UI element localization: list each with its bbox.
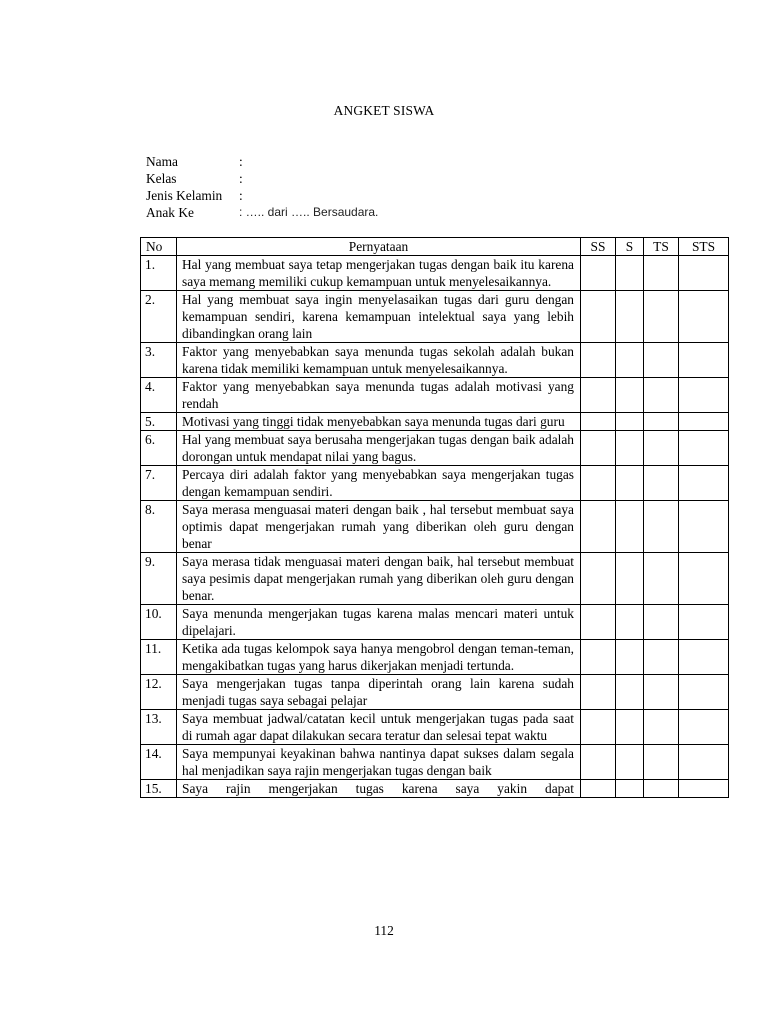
table-row: [141, 431, 729, 466]
header-ts: TS: [644, 238, 679, 256]
table-row: [141, 378, 729, 413]
row-statement: Saya merasa menguasai materi dengan baik , hal tersebut membuat saya optimis dapat mengerjakan rumah yang diberikan oleh guru dengan benar: [177, 501, 581, 553]
answer-cell-ts[interactable]: [644, 710, 679, 745]
row-statement: Hal yang membuat saya ingin menyelasaikan tugas dari guru dengan kemampuan sendiri, karena kemampuan intelektual saya yang lebih dibandingkan orang lain: [177, 291, 581, 343]
row-statement: Percaya diri adalah faktor yang menyebabkan saya mengerjakan tugas dengan kemampuan sendiri.: [177, 466, 581, 501]
row-number: 1.: [141, 256, 177, 291]
page-title: ANGKET SISWA: [333, 103, 435, 118]
answer-cell-sts[interactable]: [679, 780, 729, 798]
answer-cell-ts[interactable]: [644, 605, 679, 640]
questionnaire-table: [140, 237, 729, 798]
row-number: 7.: [141, 466, 177, 501]
answer-cell-ts[interactable]: [644, 745, 679, 780]
row-statement: Hal yang membuat saya tetap mengerjakan tugas dengan baik itu karena saya memang memiliki cukup kemampuan untuk menyelesaikannya.: [177, 256, 581, 291]
table-row: [141, 256, 729, 291]
table-row: [141, 466, 729, 501]
identity-child-order-row: [146, 204, 378, 221]
answer-cell-ss[interactable]: [581, 343, 616, 378]
answer-cell-s[interactable]: [616, 291, 644, 343]
row-number: 12.: [141, 675, 177, 710]
identity-label: Nama: [146, 154, 178, 169]
row-number: 14.: [141, 745, 177, 780]
row-number: 8.: [141, 501, 177, 553]
answer-cell-ss[interactable]: [581, 745, 616, 780]
header-statement: Pernyataan: [177, 238, 581, 256]
row-statement: Faktor yang menyebabkan saya menunda tugas sekolah adalah bukan karena tidak memiliki kemampuan untuk menyelesaikannya.: [177, 343, 581, 378]
answer-cell-ss[interactable]: [581, 291, 616, 343]
answer-cell-s[interactable]: [616, 256, 644, 291]
answer-cell-sts[interactable]: [679, 256, 729, 291]
answer-cell-s[interactable]: [616, 780, 644, 798]
identity-value: :: [239, 154, 243, 169]
identity-value: :: [239, 171, 243, 186]
row-statement: Hal yang membuat saya berusaha mengerjakan tugas dengan baik adalah dorongan untuk mendapat nilai yang bagus.: [177, 431, 581, 466]
answer-cell-sts[interactable]: [679, 378, 729, 413]
identity-label: Jenis Kelamin: [146, 188, 223, 203]
answer-cell-sts[interactable]: [679, 501, 729, 553]
answer-cell-ts[interactable]: [644, 675, 679, 710]
answer-cell-ts[interactable]: [644, 466, 679, 501]
answer-cell-s[interactable]: [616, 431, 644, 466]
answer-cell-s[interactable]: [616, 413, 644, 431]
row-statement: Saya rajin mengerjakan tugas karena saya yakin dapat: [182, 781, 574, 796]
answer-cell-ts[interactable]: [644, 413, 679, 431]
answer-cell-sts[interactable]: [679, 640, 729, 675]
table-row: [141, 501, 729, 553]
identity-value: :: [239, 188, 243, 203]
table-row: [141, 780, 729, 798]
row-number: 9.: [141, 553, 177, 605]
table-row: [141, 413, 729, 431]
row-number: 13.: [141, 710, 177, 745]
header-s: S: [616, 238, 644, 256]
answer-cell-ss[interactable]: [581, 675, 616, 710]
answer-cell-ss[interactable]: [581, 501, 616, 553]
answer-cell-s[interactable]: [616, 710, 644, 745]
row-number: 4.: [141, 378, 177, 413]
table-row: [141, 710, 729, 745]
page-number: 112: [374, 923, 394, 938]
row-statement-cell: [177, 780, 581, 798]
answer-cell-ss[interactable]: [581, 640, 616, 675]
answer-cell-ts[interactable]: [644, 431, 679, 466]
identity-label: Anak Ke: [146, 205, 194, 220]
answer-cell-ts[interactable]: [644, 256, 679, 291]
answer-cell-sts[interactable]: [679, 413, 729, 431]
answer-cell-sts[interactable]: [679, 343, 729, 378]
row-statement: Saya membuat jadwal/catatan kecil untuk mengerjakan tugas pada saat di rumah agar dapat dilakukan secara teratur dan selesai tepat waktu: [177, 710, 581, 745]
answer-cell-s[interactable]: [616, 501, 644, 553]
answer-cell-sts[interactable]: [679, 553, 729, 605]
answer-cell-ts[interactable]: [644, 501, 679, 553]
answer-cell-ts[interactable]: [644, 780, 679, 798]
header-sts: STS: [679, 238, 729, 256]
answer-cell-ss[interactable]: [581, 466, 616, 501]
answer-cell-ts[interactable]: [644, 378, 679, 413]
row-number: 5.: [141, 413, 177, 431]
answer-cell-ss[interactable]: [581, 710, 616, 745]
answer-cell-sts[interactable]: [679, 745, 729, 780]
answer-cell-ss[interactable]: [581, 553, 616, 605]
identity-value: : ….. dari ….. Bersaudara.: [239, 205, 379, 219]
answer-cell-s[interactable]: [616, 605, 644, 640]
row-number: 3.: [141, 343, 177, 378]
answer-cell-s[interactable]: [616, 466, 644, 501]
answer-cell-s[interactable]: [616, 378, 644, 413]
table-row: [141, 675, 729, 710]
answer-cell-ts[interactable]: [644, 553, 679, 605]
row-statement: Motivasi yang tinggi tidak menyebabkan saya menunda tugas dari guru: [177, 413, 581, 431]
table-row: [141, 745, 729, 780]
table-header-row: [141, 238, 729, 256]
answer-cell-ss[interactable]: [581, 378, 616, 413]
answer-cell-sts[interactable]: [679, 710, 729, 745]
row-statement: Saya mengerjakan tugas tanpa diperintah orang lain karena sudah menjadi tugas saya sebagai pelajar: [177, 675, 581, 710]
row-statement: Ketika ada tugas kelompok saya hanya mengobrol dengan teman-teman, mengakibatkan tugas yang harus dikerjakan menjadi tertunda.: [177, 640, 581, 675]
row-statement: Saya menunda mengerjakan tugas karena malas mencari materi untuk dipelajari.: [177, 605, 581, 640]
identity-section: [146, 153, 378, 221]
identity-name-row: [146, 153, 378, 170]
answer-cell-ss[interactable]: [581, 431, 616, 466]
row-number: 11.: [141, 640, 177, 675]
answer-cell-ts[interactable]: [644, 343, 679, 378]
answer-cell-ss[interactable]: [581, 780, 616, 798]
answer-cell-s[interactable]: [616, 640, 644, 675]
identity-gender-row: [146, 187, 378, 204]
answer-cell-s[interactable]: [616, 553, 644, 605]
header-ss: SS: [581, 238, 616, 256]
table-row: [141, 291, 729, 343]
answer-cell-s[interactable]: [616, 745, 644, 780]
table-row: [141, 605, 729, 640]
answer-cell-ts[interactable]: [644, 291, 679, 343]
answer-cell-sts[interactable]: [679, 605, 729, 640]
table-row: [141, 343, 729, 378]
answer-cell-ss[interactable]: [581, 605, 616, 640]
answer-cell-sts[interactable]: [679, 466, 729, 501]
answer-cell-ss[interactable]: [581, 256, 616, 291]
answer-cell-s[interactable]: [616, 675, 644, 710]
row-statement: Saya merasa tidak menguasai materi dengan baik, hal tersebut membuat saya pesimis dapat mengerjakan rumah yang diberikan oleh guru dengan benar.: [177, 553, 581, 605]
row-number: 6.: [141, 431, 177, 466]
answer-cell-sts[interactable]: [679, 291, 729, 343]
row-number: 10.: [141, 605, 177, 640]
row-statement: Saya mempunyai keyakinan bahwa nantinya dapat sukses dalam segala hal menjadikan saya rajin mengerjakan tugas dengan baik: [177, 745, 581, 780]
row-statement: Faktor yang menyebabkan saya menunda tugas adalah motivasi yang rendah: [177, 378, 581, 413]
answer-cell-ts[interactable]: [644, 640, 679, 675]
table-row: [141, 640, 729, 675]
row-number: 2.: [141, 291, 177, 343]
table-row: [141, 553, 729, 605]
answer-cell-ss[interactable]: [581, 413, 616, 431]
answer-cell-s[interactable]: [616, 343, 644, 378]
answer-cell-sts[interactable]: [679, 675, 729, 710]
answer-cell-sts[interactable]: [679, 431, 729, 466]
row-number: 15.: [141, 780, 177, 798]
header-no: No: [141, 238, 177, 256]
identity-label: Kelas: [146, 171, 177, 186]
identity-class-row: [146, 170, 378, 187]
